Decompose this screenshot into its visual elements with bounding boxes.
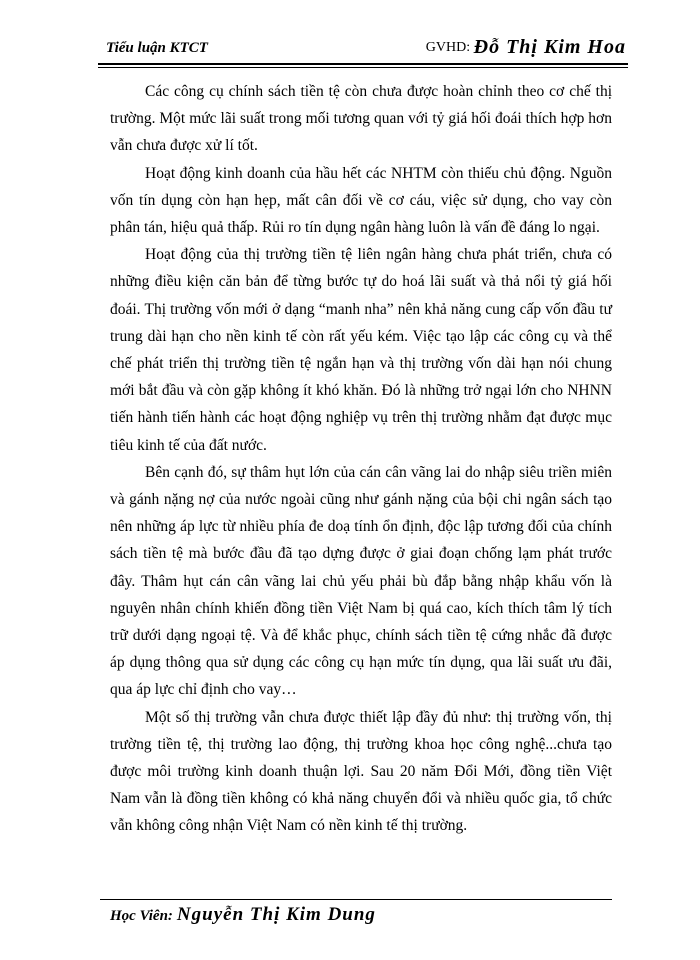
paragraph-2: Hoạt động kinh doanh của hầu hết các NHTM còn thiếu chủ động. Nguồn vốn tín dụng còn hạn hẹp, mất cân đối về cơ cáu, việc sử dụng, cho vay còn phân tán, hiệu quả thấp. Rủi ro tín dụng ngân hàng luôn là vấn đề đáng lo ngại. bbox=[110, 164, 612, 237]
header-rule-thick bbox=[98, 63, 628, 65]
page-footer bbox=[110, 904, 376, 926]
paragraph-3: Hoạt động của thị trường tiền tệ liên ngân hàng chưa phát triển, chưa có những điều kiện căn bản để từng bước tự do hoá lãi suất và thả nổi tỷ giá hối đoái. Thị trường vốn mới ở dạng “manh nha” nên khả năng cung cấp vốn đầu tư trung dài hạn cho nền kinh tế còn rất yếu kém. Việc tạo lập các công cụ và thể chế phát triển thị trường tiền tệ ngắn hạn và thị trường vốn dài hạn nói chung mới bắt đầu và còn gặp không ít khó khăn. Đó là những trở ngại lớn cho NHNN tiến hành tiến hành các hoạt động nghiệp vụ trên thị trường nhằm đạt được mục tiêu kinh tế của đất nước. bbox=[110, 246, 612, 454]
page-header bbox=[98, 36, 628, 64]
document-title: Tiểu luận KTCT bbox=[106, 40, 208, 56]
supervisor-label: GVHD: bbox=[425, 40, 471, 55]
footer-rule bbox=[100, 899, 612, 900]
header-rule-thin bbox=[98, 67, 628, 68]
paragraph-4: Bên cạnh đó, sự thâm hụt lớn của cán cân vãng lai do nhập siêu triền miên và gánh nặng nợ của nước ngoài cũng như gánh nặng của bội chi ngân sách tạo nên những áp lực từ nhiều phía đe doạ tính ổn định, độc lập tương đối của chính sách tiền tệ mà bước đầu đã tạo dựng được ở giai đoạn chống lạm phát trước đây. Thâm hụt cán cân vãng lai chủ yếu phải bù đắp bằng nhập khẩu vốn là nguyên nhân chính khiến đồng tiền Việt Nam bị quá cao, kích thích tâm lý tích trữ dưới dạng ngoại tệ. Và để khắc phục, chính sách tiền tệ cứng nhắc đã được áp dụng thông qua sử dụng các công cụ hạn mức tín dụng, qua lãi suất ưu đãi, qua áp lực chỉ định cho vay… bbox=[110, 463, 612, 699]
body-text bbox=[110, 78, 612, 840]
paragraph-1: Các công cụ chính sách tiền tệ còn chưa được hoàn chỉnh theo cơ chế thị trường. Một mức lãi suất trong mối tương quan với tỷ giá hối đoái thích hợp hơn vẫn chưa được xử lí tốt. bbox=[110, 83, 612, 155]
student-label: Học Viên: bbox=[110, 908, 173, 924]
supervisor-name: Đỗ Thị Kim Hoa bbox=[473, 36, 626, 58]
supervisor-info bbox=[426, 36, 626, 59]
student-name: Nguyễn Thị Kim Dung bbox=[176, 904, 376, 925]
paragraph-5: Một số thị trường vẫn chưa được thiết lập đầy đủ như: thị trường vốn, thị trường tiền tệ, thị trường lao động, thị trường khoa học công nghệ...chưa tạo được môi trường kinh doanh thuận lợi. Sau 20 năm Đổi Mới, đồng tiền Việt Nam vẫn là đồng tiền không có khả năng chuyển đổi và nhiều quốc gia, tổ chức vẫn không công nhận Việt Nam có nền kinh tế thị trường. bbox=[110, 708, 612, 835]
